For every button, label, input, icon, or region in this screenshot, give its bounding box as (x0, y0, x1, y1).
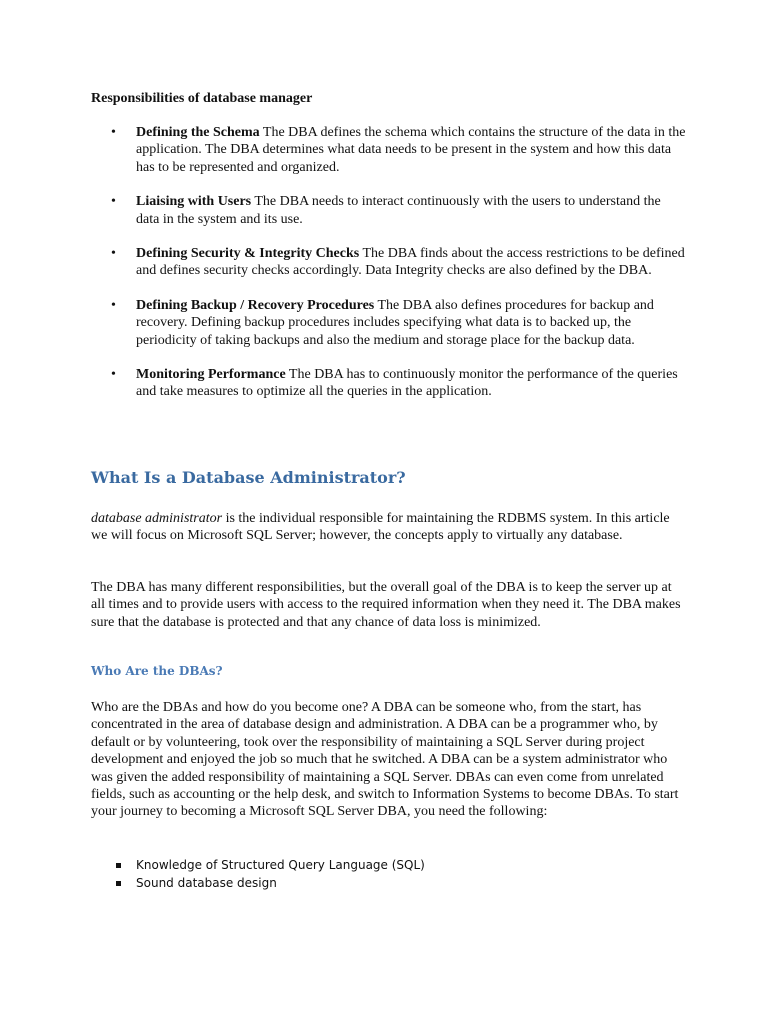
item-title: Defining the Schema (136, 125, 260, 140)
requirements-list (116, 857, 425, 892)
list-item (116, 875, 425, 893)
paragraph-responsibilities: The DBA has many different responsibilities, but the overall goal of the DBA is to keep the server up at all times and to provide users with access to the required information when they need it. The DBA makes sure that the database is protected and that any chance of data loss is minimized. (91, 580, 681, 630)
section-title: Responsibilities of database manager (91, 91, 313, 106)
heading-what-is-dba: What Is a Database Administrator? (91, 468, 406, 487)
item-title: Monitoring Performance (136, 367, 286, 383)
bullet-icon: • (111, 194, 116, 210)
item-text: The DBA defines the schema which contains the structure of the data in the application. The DBA determines what data needs to be present in the system and how this data has to be represented and organized. (136, 125, 686, 175)
item-text: The DBA needs to interact continuously with the users to understand the data in the system and its use. (136, 194, 661, 227)
paragraph-who-are-dbas: Who are the DBAs and how do you become one? A DBA can be someone who, from the start, has concentrated in the area of database design and administration. A DBA can be a programmer who, by default or by volunteering, took over the responsibility of maintaining a SQL Server during project development and enjoyed the job so much that he switched. A DBA can be a system administrator who was given the added responsibility of maintaining a SQL Server. DBAs can even come from unrelated fields, such as accounting or the help desk, and switch to Information Systems to become DBAs. To start your journey to becoming a Microsoft SQL Server DBA, you need the following: (91, 700, 679, 820)
list-item (111, 366, 686, 401)
bullet-icon: • (111, 246, 116, 262)
requirement-text: Knowledge of Structured Query Language (SQL) (136, 858, 425, 872)
responsibilities-list (111, 124, 686, 418)
list-item (111, 297, 686, 349)
item-title: Liaising with Users (136, 194, 252, 210)
item-title: Defining Security & Integrity Checks (136, 246, 360, 262)
paragraph-text: is the individual responsible for maintaining the RDBMS system. In this article we will focus on Microsoft SQL Server; however, the concepts apply to virtually any database. (91, 511, 670, 544)
italic-term: database administrator (91, 511, 223, 526)
list-item (111, 193, 686, 228)
bullet-icon: • (111, 297, 116, 313)
paragraph-definition (91, 510, 681, 545)
list-item (111, 124, 686, 176)
square-bullet-icon (116, 863, 121, 868)
bullet-icon: • (111, 367, 116, 383)
subheading-who-are-dbas: Who Are the DBAs? (91, 664, 223, 678)
item-text: The DBA also defines procedures for backup and recovery. Defining backup procedures includes specifying what data is to backed up, the periodicity of taking backups and also the medium and storage place for the backup data. (136, 297, 654, 348)
list-item (116, 857, 425, 875)
item-text: The DBA finds about the access restrictions to be defined and defines security checks accordingly. Data Integrity checks are also defined by the DBA. (136, 246, 685, 279)
square-bullet-icon (116, 881, 121, 886)
list-item (111, 245, 686, 280)
requirement-text: Sound database design (136, 875, 277, 890)
item-title: Defining Backup / Recovery Procedures (136, 297, 375, 313)
bullet-icon: • (111, 125, 116, 140)
item-text: The DBA has to continuously monitor the performance of the queries and take measures to optimize all the queries in the application. (136, 367, 678, 400)
